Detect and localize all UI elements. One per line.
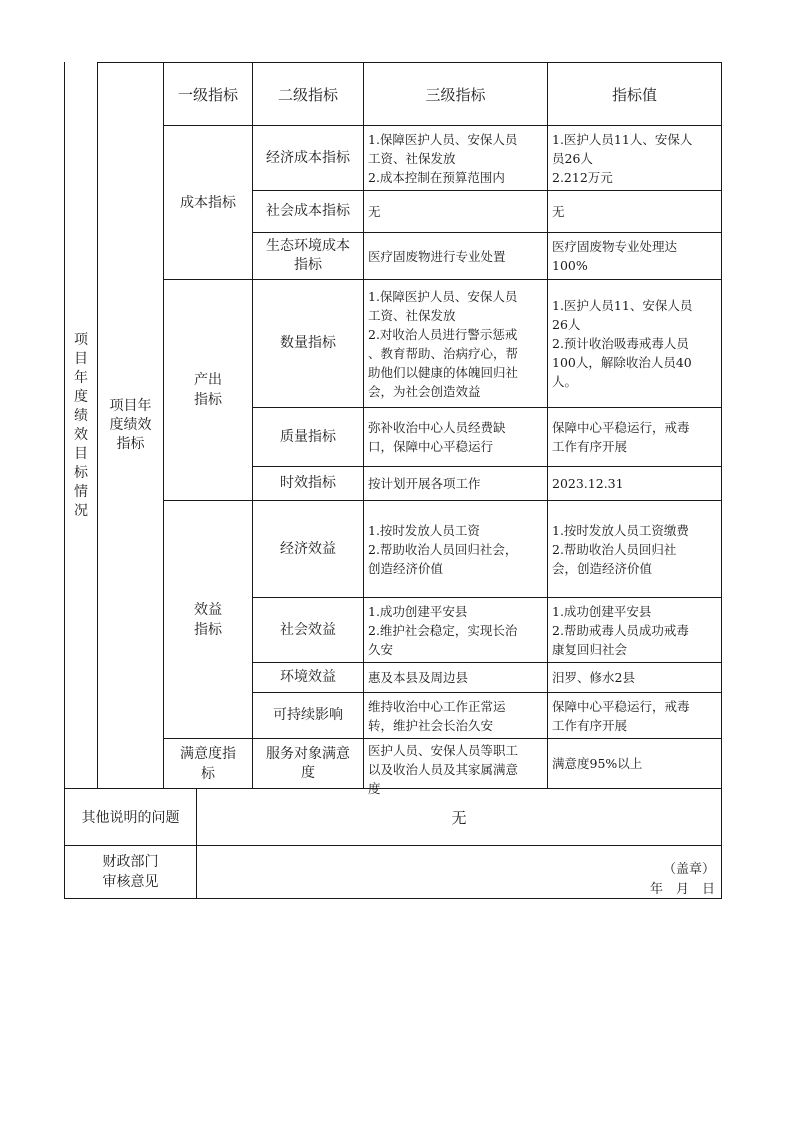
seal-placeholder: （盖章） — [662, 862, 715, 877]
header-level3: 三级指标 — [425, 85, 486, 104]
table-row-l2: 数量指标 — [280, 335, 336, 351]
table-row-value: 2023.12.31 — [552, 476, 624, 491]
table-row-l3: 1.成功创建平安县 2.维护社会稳定，实现长治 久安 — [368, 603, 518, 657]
table-row-value: 无 — [552, 204, 565, 219]
header-value: 指标值 — [611, 85, 657, 104]
table-row-value: 1.按时发放人员工资缴费 2.帮助收治人员回归社 会，创造经济价值 — [552, 522, 689, 576]
group-cost: 成本指标 — [180, 194, 236, 211]
table-row-value: 保障中心平稳运行，戒毒 工作有序开展 — [552, 420, 690, 454]
other-issues-label: 其他说明的问题 — [81, 810, 180, 826]
table-row-value: 1.医护人员11人、安保人 员26人 2.212万元 — [552, 131, 693, 185]
table-row-value: 保障中心平稳运行，戒毒 工作有序开展 — [552, 698, 690, 733]
table-row-l2: 质量指标 — [280, 428, 336, 445]
group-benefit: 效益 指标 — [194, 601, 222, 638]
header-level1: 一级指标 — [177, 85, 238, 104]
table-row-value: 满意度95%以上 — [552, 756, 643, 771]
table-row-value: 医疗固废物专业处理达 100% — [552, 239, 678, 273]
table-row-value: 1.成功创建平安县 2.帮助戒毒人员成功戒毒 康复回归社会 — [552, 603, 689, 657]
table-row-l3: 维持收治中心工作正常运 转，维护社会长治久安 — [368, 698, 506, 733]
table-row-l3: 按计划开展各项工作 — [368, 476, 481, 491]
table-row-l2: 生态环境成本 指标 — [266, 238, 350, 273]
table-row-l2: 社会成本指标 — [266, 203, 350, 219]
table-row-l3: 1.按时发放人员工资 2.帮助收治人员回归社会， 创造经济价值 — [368, 522, 518, 576]
inner-section-label: 项目年 度绩效 指标 — [109, 398, 152, 452]
table-row-l3: 1.保障医护人员、安保人员 工资、社保发放 2.成本控制在预算范围内 — [368, 131, 518, 185]
table-row-l3: 无 — [368, 204, 381, 219]
group-output: 产出 指标 — [194, 372, 222, 408]
table-row-l3: 惠及本县及周边县 — [368, 670, 469, 685]
table-row-l2: 时效指标 — [280, 475, 336, 491]
group-satisfaction: 满意度指 标 — [180, 745, 236, 782]
table-row-l3: 医疗固废物进行专业处置 — [368, 248, 506, 264]
table-row-l2: 可持续影响 — [273, 707, 343, 723]
table-row-l2: 经济效益 — [280, 540, 336, 557]
date-placeholder: 年 月 日 — [649, 882, 715, 897]
table-row-l3: 1.保障医护人员、安保人员 工资、社保发放 2.对收治人员进行警示惩戒 、教育帮助、治病疗心，帮 助他们以健康的体魄回归社 会，为社会创造效益 — [368, 288, 519, 399]
table-row-l2: 经济成本指标 — [266, 149, 350, 166]
table-row-l2: 环境效益 — [280, 669, 336, 685]
table-row-l3: 医护人员、安保人员等职工 以及收治人员及其家属满意 度 — [368, 743, 519, 796]
outer-section-label: 项目年度绩效目标情况 — [74, 331, 88, 519]
header-level2: 二级指标 — [277, 85, 338, 104]
table-row-l2: 社会效益 — [280, 621, 336, 638]
table-row-value: 1.医护人员11、安保人员 26人 2.预计收治吸毒戒毒人员 100人，解除收治人员40 人。 — [552, 298, 693, 389]
table-row-l2: 服务对象满意 度 — [266, 745, 350, 781]
finance-review-label: 财政部门 审核意见 — [102, 854, 159, 890]
other-issues-value: 无 — [451, 808, 467, 827]
table-row-l3: 弥补收治中心人员经费缺 口，保障中心平稳运行 — [368, 420, 506, 454]
table-row-value: 汨罗、修水2县 — [552, 670, 635, 685]
